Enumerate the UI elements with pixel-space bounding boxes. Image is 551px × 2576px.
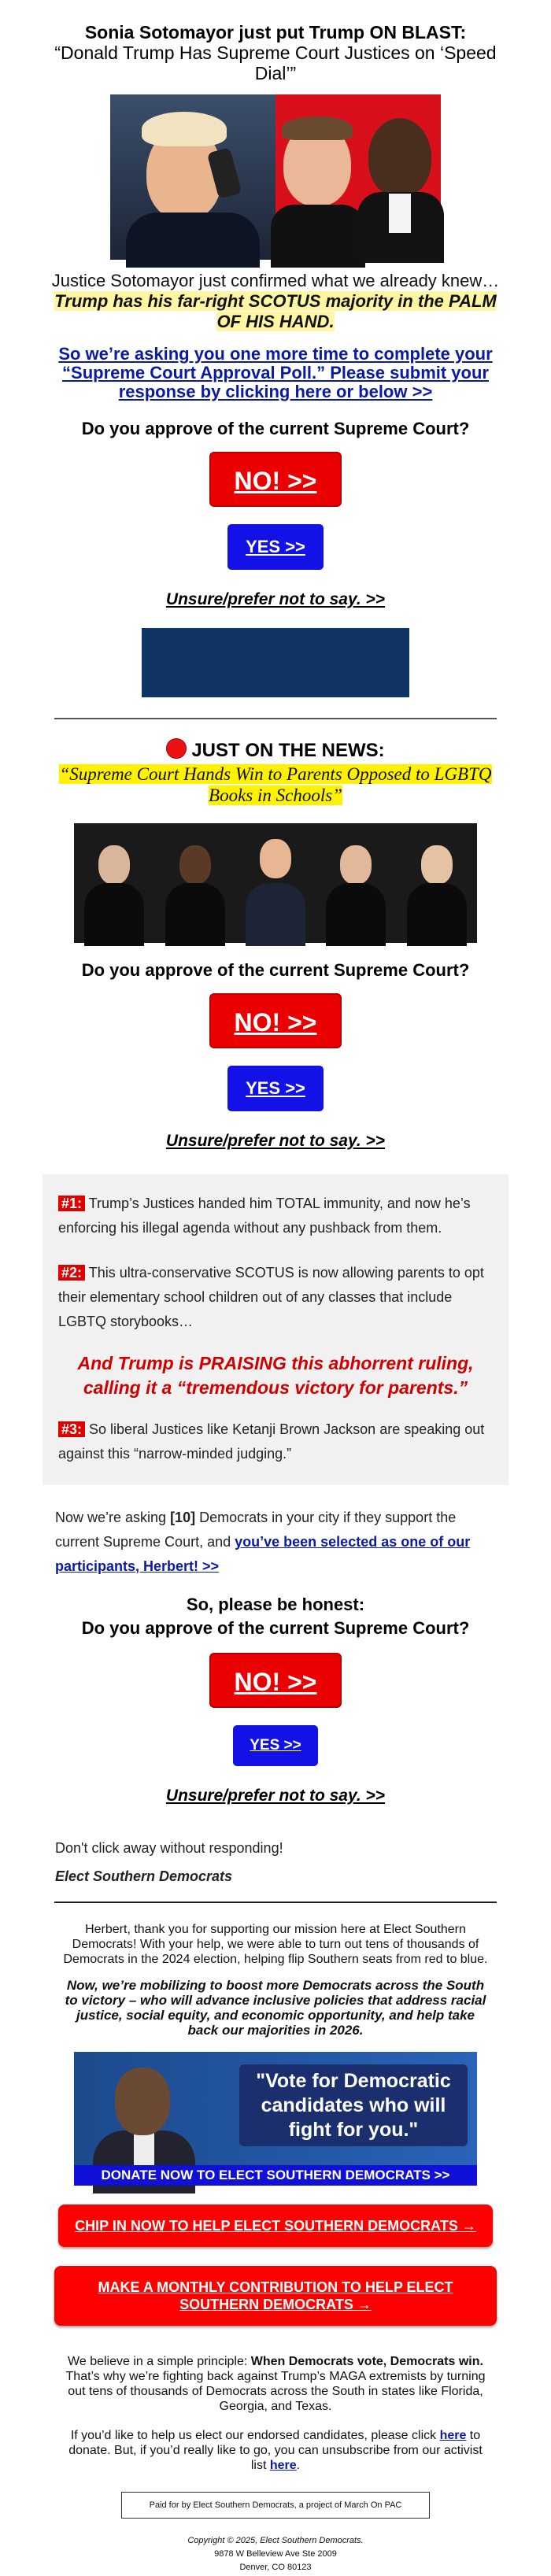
point-3-text: So liberal Justices like Ketanji Brown Jackson are speaking out against this “narrow-minded judging.” <box>58 1421 485 1462</box>
donate-paragraph <box>63 2428 488 2473</box>
monthly-contribution-button[interactable]: MAKE A MONTHLY CONTRIBUTION TO HELP ELECT SOUTHERN DEMOCRATS → <box>54 2266 497 2326</box>
unsure-link-2[interactable]: Unsure/prefer not to say. >> <box>165 1132 386 1150</box>
invite-count: [10] <box>170 1510 196 1525</box>
banner-quote: "Vote for Democratic candidates who will fight for you." <box>239 2064 468 2146</box>
ask-paragraph <box>55 345 496 401</box>
news-quote: “Supreme Court Hands Win to Parents Opposed to LGBTQ Books in Schools” <box>59 764 492 805</box>
point-2 <box>58 1261 493 1334</box>
chip-in-button[interactable]: CHIP IN NOW TO HELP ELECT SOUTHERN DEMOCRATS → <box>58 2205 493 2247</box>
copyright: Copyright © 2025, Elect Southern Democrats. <box>187 2536 364 2545</box>
unsure-link-3[interactable]: Unsure/prefer not to say. >> <box>165 1787 386 1805</box>
point-3-number: #3: <box>58 1421 85 1437</box>
honest-line-2: Do you approve of the current Supreme Court? <box>81 1618 470 1638</box>
headline-bold: Sonia Sotomayor just put Trump ON BLAST: <box>84 22 467 43</box>
red-statement: And Trump is PRAISING this abhorrent ruling, calling it a “tremendous victory for parents.” <box>77 1353 474 1398</box>
paid-for-box: Paid for by Elect Southern Democrats, a project of March On PAC <box>121 2492 430 2519</box>
point-3 <box>58 1417 493 1466</box>
news-section <box>47 738 504 806</box>
invite-paragraph <box>55 1506 496 1579</box>
intro-text <box>47 271 504 332</box>
invite-middle: Democrats in your city if they support the current Supreme Court, and <box>55 1510 457 1550</box>
navy-banner <box>142 628 409 697</box>
intro-highlight: Trump has his far-right SCOTUS majority in the PALM OF HIS HAND. <box>54 291 497 331</box>
honest-section <box>31 1593 520 1640</box>
no-button[interactable]: NO! >> <box>209 452 342 507</box>
address-line-1: 9878 W Belleview Ave Ste 2009 <box>214 2549 337 2559</box>
hero-image[interactable] <box>110 94 441 260</box>
donate-part-3: . <box>296 2459 301 2472</box>
email-page <box>0 22 551 2576</box>
portrait-image <box>115 2068 170 2135</box>
point-2-number: #2: <box>58 1265 85 1281</box>
signoff-text: Don't click away without responding! <box>55 1840 283 1856</box>
headline <box>47 22 504 83</box>
yes-button-3[interactable]: YES >> <box>233 1725 318 1766</box>
intro-lead: Justice Sotomayor just confirmed what we already knew… <box>51 271 500 290</box>
point-1 <box>58 1192 493 1240</box>
donate-banner[interactable] <box>74 2052 477 2186</box>
donate-here-link[interactable]: here <box>439 2429 467 2442</box>
point-2-text: This ultra-conservative SCOTUS is now allowing parents to opt their elementary school children out of any classes that include LGBTQ storybooks… <box>58 1265 484 1329</box>
hero-image-left <box>110 94 276 260</box>
signoff-org: Elect Southern Democrats <box>55 1868 233 1884</box>
points-box <box>43 1174 508 1485</box>
banner-donate-text: DONATE NOW TO ELECT SOUTHERN DEMOCRATS >> <box>74 2165 477 2186</box>
donate-part-2: to donate. But, if you’d really like to go, you can unsubscribe from our activist list <box>68 2429 483 2472</box>
unsubscribe-link[interactable]: here <box>269 2459 297 2472</box>
participant-link[interactable]: you’ve been selected as one of our participants, Herbert! >> <box>55 1534 471 1574</box>
no-button-2[interactable]: NO! >> <box>209 993 342 1048</box>
mobilizing-paragraph: Now, we’re mobilizing to boost more Democrats across the South to victory – who will advance inclusive policies that address racial justice, social equity, and economic opportunity, and help take back our majorities in 2026. <box>65 1978 486 2038</box>
yes-button[interactable]: YES >> <box>227 524 324 570</box>
no-button-3[interactable]: NO! >> <box>209 1653 342 1708</box>
principle-rest: That’s why we’re fighting back against Trump’s MAGA extremists by turning out tens of thousands of Democrats across the South in states like Florida, Georgia, and Texas. <box>65 2370 486 2413</box>
principle-bold: When Democrats vote, Democrats win. <box>250 2355 483 2368</box>
honest-line-1: So, please be honest: <box>186 1595 365 1614</box>
point-1-text: Trump’s Justices handed him TOTAL immunity, and now he’s enforcing his illegal agenda without any pushback from them. <box>58 1196 471 1236</box>
justices-image[interactable] <box>74 823 477 943</box>
principle-paragraph <box>63 2354 488 2414</box>
yes-button-2[interactable]: YES >> <box>227 1066 324 1111</box>
hero-image-right <box>276 94 441 260</box>
invite-prefix: Now we’re asking <box>55 1510 171 1525</box>
thanks-paragraph: Herbert, thank you for supporting our mission here at Elect Southern Democrats! With your help, we were able to turn out tens of thousands of Democrats in the 2024 election, helping flip Southern seats from red to blue. <box>63 1923 488 1966</box>
principle-intro: We believe in a simple principle: <box>68 2355 251 2368</box>
headline-sub: “Donald Trump Has Supreme Court Justices on ‘Speed Dial’” <box>54 43 497 83</box>
section-divider-2 <box>54 1902 497 1903</box>
unsure-link[interactable]: Unsure/prefer not to say. >> <box>165 590 386 608</box>
red-circle-icon <box>166 738 187 759</box>
news-label: JUST ON THE NEWS: <box>191 740 385 761</box>
signoff <box>55 1837 496 1887</box>
point-1-number: #1: <box>58 1196 85 1211</box>
poll-question-2: Do you approve of the current Supreme Court? <box>81 960 470 980</box>
footer <box>0 2534 551 2574</box>
address-line-2: Denver, CO 80123 <box>239 2563 312 2572</box>
poll-link[interactable]: So we’re asking you one more time to complete your “Supreme Court Approval Poll.” Please submit your response by clicking here or below >> <box>58 344 493 401</box>
section-divider <box>54 718 497 719</box>
poll-question: Do you approve of the current Supreme Court? <box>81 419 470 438</box>
donate-part-1: If you’d like to help us elect our endorsed candidates, please click <box>70 2429 440 2442</box>
